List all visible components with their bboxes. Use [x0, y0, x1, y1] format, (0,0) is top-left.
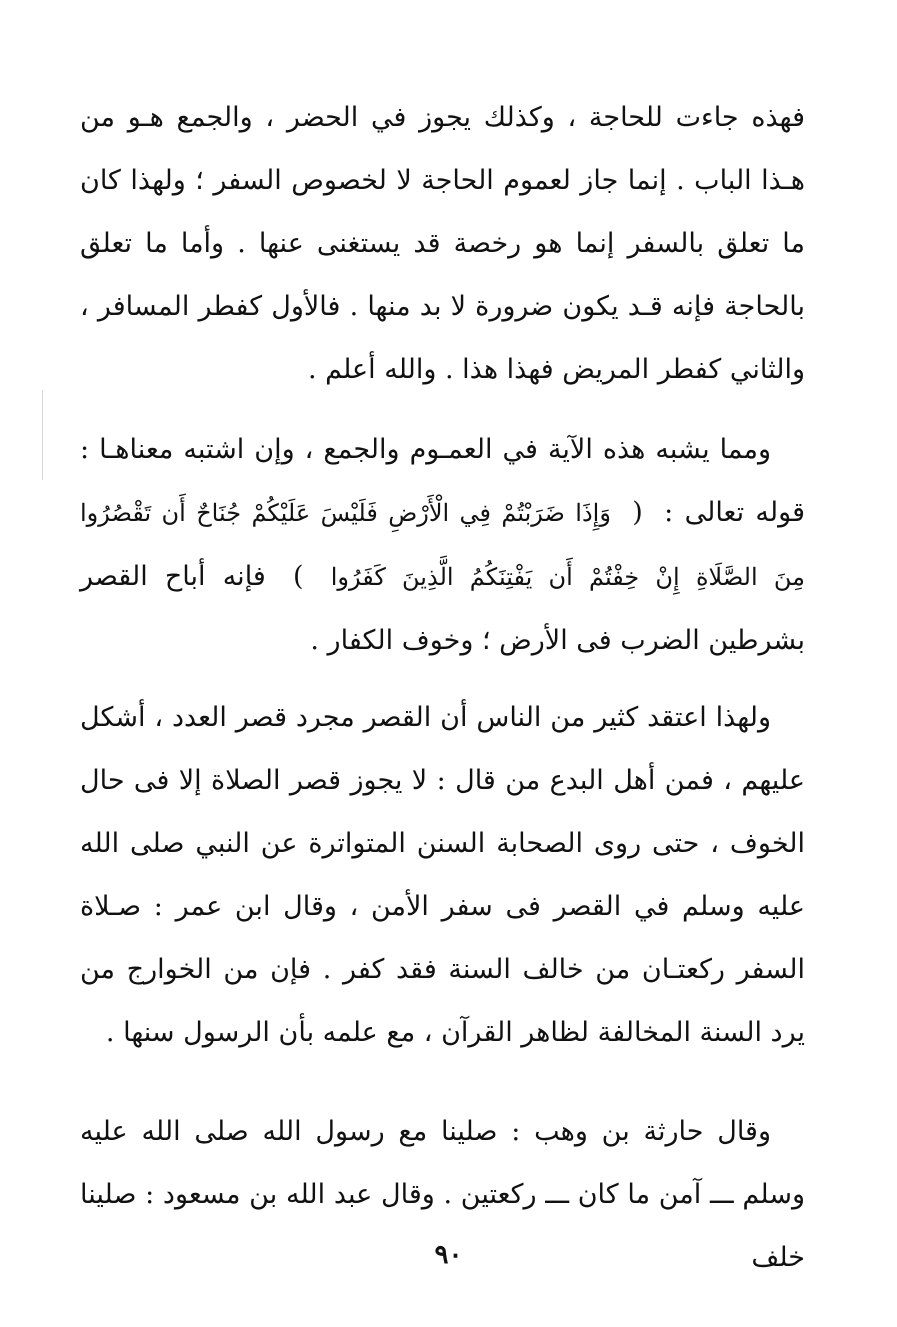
paragraph-2-rest: فإنه أباح القصر بشرطين الضرب فى الأرض ؛ وخوف الكفار . — [80, 561, 805, 656]
paragraph-1-text: فهذه جاءت للحاجة ، وكذلك يجوز في الحضر ، والجمع هـو من هـذا الباب . إنما جاز لعموم الحاجة لا لخصوص السفر ؛ ولهذا كان ما تعلق بالسفر إنما هو رخصة قد يستغنى عنها . وأما ما تعلق بالحاجة فإنه قـد يكون ضرورة لا بد منها . فالأول كفطر المسافر ، والثاني كفطر المريض فهذا هذا . والله أعلم . — [80, 102, 805, 385]
paragraph-1 — [80, 86, 805, 401]
paragraph-2 — [80, 418, 805, 672]
margin-mark — [42, 390, 43, 480]
quran-open-bracket: ( — [632, 497, 643, 528]
quran-close-bracket: ) — [293, 561, 304, 592]
paragraph-2-intro: ومما يشبه هذه الآية في العمـوم والجمع ، وإن اشتبه معناهـا : قوله تعالى : — [80, 434, 805, 528]
paragraph-3-text: ولهذا اعتقد كثير من الناس أن القصر مجرد قصر العدد ، أشكل عليهم ، فمن أهل البدع من قال : لا يجوز قصر الصلاة إلا فى حال الخوف ، حتى روى الصحابة السنن المتواترة عن النبي صلى الله عليه وسلم في القصر فى سفر الأمن ، وقال ابن عمر : صـلاة السفر ركعتـان من خالف السنة فقد كفر . فإن من الخوارج من يرد السنة المخالفة لظاهر القرآن ، مع علمه بأن الرسول سنها . — [80, 702, 805, 1048]
paragraph-4-text: وقال حارثة بن وهب : صلينا مع رسول الله صلى الله عليه وسلم ـــ آمن ما كان ـــ ركعتين . وقال عبد الله بن مسعود : صلينا خلف — [80, 1116, 805, 1273]
quran-verse: وَإِذَا ضَرَبْتُمْ فِي الْأَرْضِ فَلَيْسَ عَلَيْكُمْ جُنَاحٌ أَن تَقْصُرُوا مِنَ الصَّلَاةِ إِنْ خِفْتُمْ أَن يَفْتِنَكُمُ الَّذِينَ كَفَرُوا — [80, 499, 805, 591]
page-number: ٩٠ — [434, 1240, 463, 1270]
paragraph-3 — [80, 686, 805, 1064]
